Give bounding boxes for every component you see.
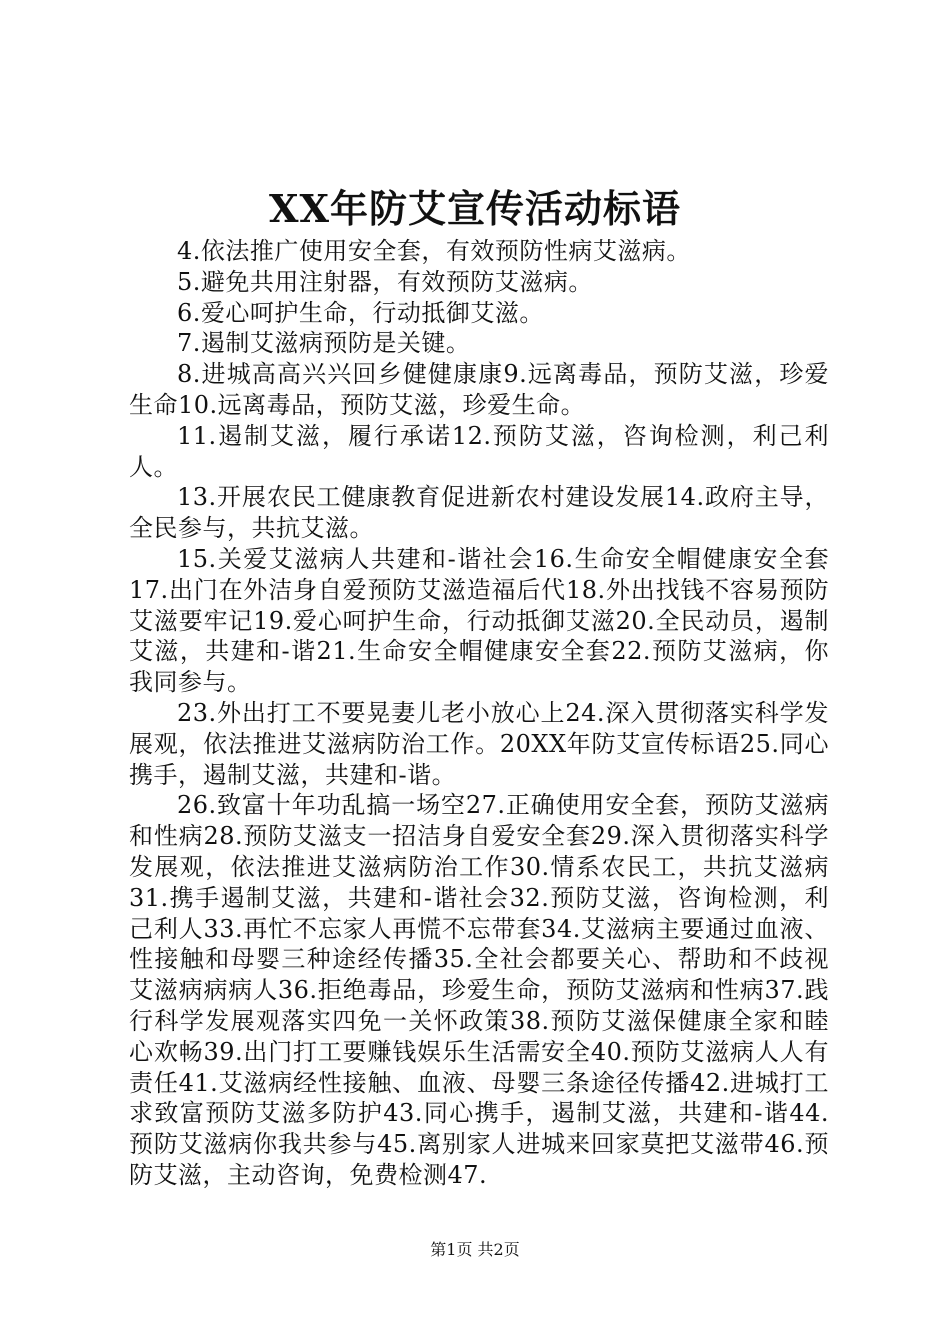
slogan-paragraph: 5.避免共用注射器，有效预防艾滋病。 xyxy=(177,267,593,296)
slogan-paragraph: 26.致富十年功乱搞一场空27.正确使用安全套，预防艾滋病和性病28.预防艾滋支一招洁身自爱安全套29.深入贯彻落实科学发展观，依法推进艾滋病防治工作30.情系农民工，共抗艾滋病31.携手遏制艾滋，共建和-谐社会32.预防艾滋，咨询检测，利己利人33.再忙不忘家人再慌不忘带套34.艾滋病主要通过血液、性接触和母婴三种途经传播35.全社会都要关心、帮助和不歧视艾滋病病病人36.拒绝毒品，珍爱生命，预防艾滋病和性病37.践行科学发展观落实四免一关怀政策38.预防艾滋保健康全家和睦心欢畅39.出门打工要赚钱娱乐生活需安全40.预防艾滋病人人有责任41.艾滋病经性接触、血液、母婴三条途径传播42.进城打工求致富预防艾滋多防护43.同心携手，遏制艾滋，共建和-谐44.预防艾滋病你我共参与45.离别家人进城来回家莫把艾滋带46.预防艾滋，主动咨询，免费检测47. xyxy=(129,791,829,1189)
document-body xyxy=(129,236,829,1191)
slogan-paragraph: 4.依法推广使用安全套，有效预防性病艾滋病。 xyxy=(177,237,691,265)
slogan-paragraph: 15.关爱艾滋病人共建和-谐社会16.生命安全帽健康安全套17.出门在外洁身自爱预防艾滋造福后代18.外出找钱不容易预防艾滋要牢记19.爱心呵护生命，行动抵御艾滋20.全民动员，遏制艾滋，共建和-谐21.生命安全帽健康安全套22.预防艾滋病，你我同参与。 xyxy=(129,544,829,697)
slogan-paragraph: 6.爱心呵护生命，行动抵御艾滋。 xyxy=(177,298,544,327)
slogan-paragraph: 11.遏制艾滋，履行承诺12.预防艾滋，咨询检测，利己利人。 xyxy=(129,421,829,481)
slogan-paragraph: 13.开展农民工健康教育促进新农村建设发展14.政府主导，全民参与，共抗艾滋。 xyxy=(129,483,829,543)
document-title: XX年防艾宣传活动标语 xyxy=(269,186,681,231)
slogan-paragraph: 8.进城高高兴兴回乡健健康康9.远离毒品，预防艾滋，珍爱生命10.远离毒品，预防艾滋，珍爱生命。 xyxy=(129,360,829,419)
page-number-footer: 第1页 共2页 xyxy=(430,1240,520,1259)
slogan-paragraph: 7.遏制艾滋病预防是关键。 xyxy=(177,329,471,358)
slogan-paragraph: 23.外出打工不要晃妻儿老小放心上24.深入贯彻落实科学发展观，依法推进艾滋病防治工作。20XX年防艾宣传标语25.同心携手，遏制艾滋，共建和-谐。 xyxy=(129,698,829,789)
